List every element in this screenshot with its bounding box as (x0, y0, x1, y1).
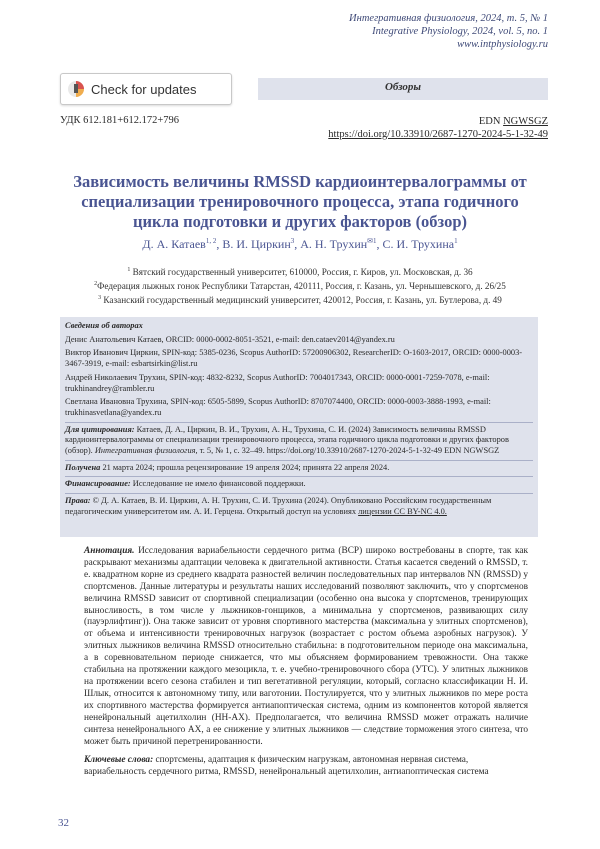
journal-line-en: Integrative Physiology, 2024, vol. 5, no. 1 (372, 26, 548, 37)
author-sup: 1 (454, 237, 458, 245)
citation-block: Для цитирования: Катаев, Д. А., Циркин, В. И., Трухин, А. Н., Трухина, С. И. (2024) Зависимость величины RMSSD кардиоинтервалограммы от специализации тренировочного процесса, этапа годичного цикла подготовки и других факторов (обзор). Интегративная физиология, т. 5, № 1, с. 32–49. https://doi.org/10.33910/2687-1270-2024-5-1-32-49 EDN NGWSGZ (65, 424, 509, 456)
author-sup: 1, 2 (205, 237, 217, 245)
doi-line (328, 128, 548, 141)
article-title: Зависимость величины RMSSD кардиоинтервалограммы от специализации тренировочного процесса, этапа годичного цикла подготовки и других факторов (обзор) (73, 172, 527, 231)
author-name: Д. А. Катаев (142, 237, 206, 251)
check-for-updates-badge[interactable] (60, 73, 232, 105)
about-authors-heading: Сведения об авторах (65, 321, 143, 330)
abstract (84, 546, 528, 748)
author-list: Д. А. Катаев$^{1, 2}$, В. И. Циркин$^3$, А. Н. Трухин$^{✉1}$, С. И. Трухина$^1$ (142, 237, 458, 251)
udk-code: УДК 612.181+612.172+796 (60, 115, 180, 126)
edn-link[interactable]: NGWSGZ (503, 116, 548, 127)
abstract-text: Исследования вариабельности сердечного ритма (ВСР) широко востребованы в спорте, так как раскрывают механизмы адаптации человека к двигательной активности. Статья касается сведений о RMSSD, т. е. квадратном корне из среднего квадрата разностей величин последовательных пар интервалов NN (RMSSD) у спортсменов. Данные литературы и результаты наших исследований позволяют заключить, что у спортсменов величина RMSSD зависит от спортивной специализации (особенно она высока у спортсменов, тренирующих выносливость, в том числе у лыжников-гонщиков, а минимальна у спортсменов, развивающих силу (пауэрлифтинг)). Она также зависит от уровня спортивного мастерства (максимальна у элитных спортсменов), от объема и интенсивности тренировочных нагрузок (возрастает с ростом объема аэробных нагрузок). У элитных лыжников величина RMSSD относительно стабильна: в подготовительном периоде она максимальна, а в соревновательном периоде снижается, что мы объясняем формированием тревожности. Она также стабильна на протяжении каждого мезоцикла, т. е. учебно-тренировочного сбора (УТС). У элитных лыжников на протяжении всего сезона стабилен и тип вегетативной регуляции, который, согласно классификации Н. И. Шлык, относится к автономному типу, или ваготонии. Постулируется, что у элитных лыжников по мере роста их спортивного мастерства формируется антиапоптическая система, одним из компонентов которой является ненейрональный ацетилхолин (НН-АХ). Предполагается, что величина RMSSD может отражать наличие синтеза ненейронального АХ, а ее снижение у элитных лыжников — следствие торможения этого синтеза, что может быть причиной перетренированности. (84, 546, 528, 747)
keywords-text: спортсмены, адаптация к физическим нагрузкам, автономная нервная система, вариабельность сердечного ритма, RMSSD, ненейрональный ацетилхолин, антиапоптическая система (84, 755, 489, 777)
check-for-updates-label: Check for updates (91, 81, 197, 97)
affiliation-item: $^2$Федерация лыжных гонок Республики Татарстан, 420111, Россия, г. Казань, ул. Чернышевского, д. 26/25 (94, 281, 506, 292)
edn-doi-block (328, 115, 548, 141)
keywords-heading: Ключевые слова: (84, 755, 154, 765)
author-info-4: Светлана Ивановна Трухина, SPIN-код: 6505-5899, Scopus AuthorID: 8707074400, ORCID: 0000-0003-3888-1993, e-mail: trukhinasvetlana@yandex.ru (65, 397, 491, 417)
author-info-1: Денис Анатольевич Катаев, ORCID: 0000-0002-8051-3521, e-mail: den.cataev2014@yandex.ru (65, 334, 395, 344)
received-dates: Получена 21 марта 2024; прошла рецензирование 19 апреля 2024; принята 22 апреля 2024. (65, 462, 390, 472)
journal-header (349, 12, 548, 51)
edn-prefix: EDN (478, 116, 504, 127)
author-info-2: Виктор Иванович Циркин, SPIN-код: 5385-0236, Scopus AuthorID: 57200906302, ResearcherID: O-1603-2017, ORCID: 0000-0003-3467-3919, e-mail: esbartsirkin@list.ru (65, 348, 523, 369)
author-sup: 3 (290, 237, 295, 245)
keywords (84, 755, 528, 779)
abstract-heading: Аннотация. (84, 546, 135, 556)
divider (65, 493, 533, 494)
license-link[interactable]: лицензии CC BY-NC 4.0. (358, 506, 447, 516)
divider (65, 422, 533, 423)
journal-site[interactable]: www.intphysiology.ru (457, 39, 548, 50)
author-name: А. Н. Трухин (300, 237, 368, 251)
affiliation-item: $^1$ Вятский государственный университет, 610000, Россия, г. Киров, ул. Московская, д. 36 (127, 267, 473, 278)
section-label: Обзоры (384, 81, 422, 93)
affiliations (60, 264, 540, 306)
affiliation-item: $^3$ Казанский государственный медицинский университет, 420012, Россия, г. Казань, ул. Бутлерова, д. 49 (98, 295, 502, 306)
journal-line-ru: Интегративная физиология, 2024, т. 5, № 1 (349, 13, 548, 24)
divider (65, 476, 533, 477)
author-info-3: Андрей Николаевич Трухин, SPIN-код: 4832-8232, Scopus AuthorID: 7004017343, ORCID: 0000-0001-7259-7078, e-mail: trukhinandrey@rambler.ru (65, 372, 490, 393)
author-name: В. И. Циркин (222, 237, 291, 251)
page-number: 32 (58, 817, 69, 829)
article-info-box (60, 317, 538, 537)
doi-link[interactable]: https://doi.org/10.33910/2687-1270-2024-5-1-32-49 (328, 129, 548, 140)
funding-info: Финансирование: Исследование не имело финансовой поддержки. (65, 479, 306, 489)
edn-line (328, 115, 548, 128)
rights-info: Права: © Д. А. Катаев, В. И. Циркин, А. Н. Трухин, С. И. Трухина (2024). Опубликовано Российским государственным педагогическим университетом им. А. И. Герцена. Открытый доступ на условиях лицензии CC BY-NC 4.0. (65, 496, 492, 516)
divider (65, 460, 533, 461)
author-name: С. И. Трухина (382, 237, 455, 251)
author-sup: ✉1 (367, 237, 377, 245)
check-for-updates-icon (67, 78, 85, 100)
